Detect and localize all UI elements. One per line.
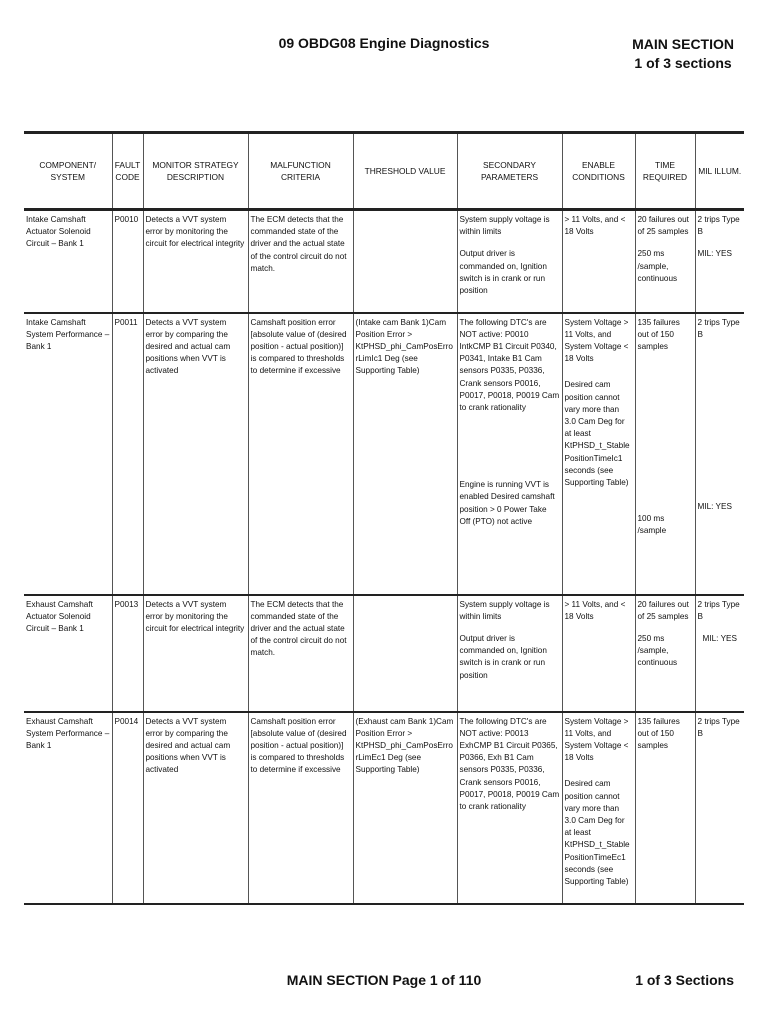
cell-component: Intake Camshaft Actuator Solenoid Circuit – Bank 1 xyxy=(24,210,112,313)
cell-mil xyxy=(695,313,744,595)
cell-description: Detects a VVT system error by monitoring the circuit for electrical integrity xyxy=(143,210,248,313)
table-header-row xyxy=(24,133,744,210)
mil-status: MIL: YES xyxy=(697,501,732,511)
cell-description: Detects a VVT system error by comparing the desired and actual cam positions when VVT is activated xyxy=(143,712,248,904)
time-required-1: 135 failures out of 150 samples xyxy=(637,317,680,351)
cell-threshold: (Exhaust cam Bank 1)Cam Position Error > KtPHSD_phi_CamPosErrorLimEc1 Deg (see Supporting Table) xyxy=(353,712,457,904)
col-header-malfunction-criteria: MALFUNCTION CRITERIA xyxy=(248,133,353,210)
cell-description: Detects a VVT system error by monitoring the circuit for electrical integrity xyxy=(143,595,248,712)
time-required-1: 20 failures out of 25 samples xyxy=(637,599,689,621)
cell-mil xyxy=(695,712,744,904)
time-required-2: 250 ms /sample, continuous xyxy=(637,633,678,668)
cell-enable xyxy=(562,712,635,904)
col-header-fault-code: FAULT CODE xyxy=(112,133,143,210)
cell-secondary xyxy=(457,210,562,313)
mil-type: 2 trips Type B xyxy=(697,599,740,621)
cell-secondary xyxy=(457,595,562,712)
cell-time xyxy=(635,210,695,313)
cell-component: Exhaust Camshaft System Performance – Bank 1 xyxy=(24,712,112,904)
time-required-1: 20 failures out of 25 samples xyxy=(637,215,689,237)
col-header-secondary-parameters: SECONDARY PARAMETERS xyxy=(457,133,562,210)
cell-secondary xyxy=(457,313,562,595)
col-header-component: COMPONENT/ SYSTEM xyxy=(24,133,112,210)
secondary-param-1: System supply voltage is within limits xyxy=(459,599,550,621)
cell-component: Exhaust Camshaft Actuator Solenoid Circuit – Bank 1 xyxy=(24,595,112,712)
enable-condition-1: > 11 Volts, and < 18 Volts xyxy=(564,215,626,237)
cell-malfunction: Camshaft position error [absolute value of (desired position - actual position)] is compared to thresholds to determine if excessive xyxy=(248,313,353,595)
time-required-2: 250 ms /sample, continuous xyxy=(637,249,678,283)
cell-mil xyxy=(695,595,744,712)
cell-time xyxy=(635,313,695,595)
cell-malfunction: The ECM detects that the commanded state of the driver and the actual state of the control circuit do not match. xyxy=(248,595,353,712)
section-count: 1 of 3 sections xyxy=(634,55,732,71)
mil-status: MIL: YES xyxy=(697,249,732,259)
cell-malfunction: Camshaft position error [absolute value of (desired position - actual position)] is compared to thresholds to determine if excessive xyxy=(248,712,353,904)
time-required-2: 100 ms /sample xyxy=(637,514,667,536)
enable-condition-1: System Voltage > 11 Volts, and System Voltage < 18 Volts xyxy=(564,716,629,763)
col-header-monitor-strategy: MONITOR STRATEGY DESCRIPTION xyxy=(143,133,248,210)
cell-fault-code: P0013 xyxy=(112,595,143,712)
secondary-param-1: The following DTC's are NOT active: P0013 ExhCMP B1 Circuit P0365, P0366, Exh B1 Cam sensors P0335, P0336, Crank sensors P0016, P0017, P0018, P0019 Cam to crank rationality xyxy=(459,716,560,811)
enable-condition-1: > 11 Volts, and < 18 Volts xyxy=(564,599,626,621)
cell-threshold xyxy=(353,210,457,313)
secondary-param-2: Output driver is commanded on, Ignition switch is in crank or run position xyxy=(459,633,547,680)
document-title: 09 OBDG08 Engine Diagnostics xyxy=(278,35,490,51)
enable-condition-2: Desired cam position cannot vary more than 3.0 Cam Deg for at least KtPHSD_t_StablePositionTimeIc1 seconds (see Supporting Table) xyxy=(564,380,630,487)
cell-fault-code: P0011 xyxy=(112,313,143,595)
cell-enable xyxy=(562,595,635,712)
secondary-param-1: The following DTC's are NOT active: P0010 IntkCMP B1 Circuit P0340, P0341, Intake B1 Cam sensors P0335, P0336, Crank sensors P0016, P0017, P0018, P0019 Cam to crank rationality xyxy=(459,317,560,412)
footer-section-count: 1 of 3 Sections xyxy=(635,972,734,988)
table-row xyxy=(24,712,744,904)
mil-status: MIL: YES xyxy=(702,633,737,643)
table-row xyxy=(24,313,744,595)
cell-enable xyxy=(562,210,635,313)
time-required-1: 135 failures out of 150 samples xyxy=(637,716,680,750)
secondary-param-2: Engine is running VVT is enabled Desired camshaft position > 0 Power Take Off (PTO) not active xyxy=(459,480,555,526)
cell-secondary xyxy=(457,712,562,904)
cell-fault-code: P0010 xyxy=(112,210,143,313)
secondary-param-1: System supply voltage is within limits xyxy=(459,215,550,237)
cell-threshold xyxy=(353,595,457,712)
section-name: MAIN SECTION xyxy=(632,36,734,52)
col-header-threshold: THRESHOLD VALUE xyxy=(353,133,457,210)
cell-mil xyxy=(695,210,744,313)
mil-type: 2 trips Type B xyxy=(697,716,740,738)
cell-malfunction: The ECM detects that the commanded state of the driver and the actual state of the control circuit do not match. xyxy=(248,210,353,313)
table-row xyxy=(24,595,744,712)
cell-time xyxy=(635,595,695,712)
enable-condition-2: Desired cam position cannot vary more than 3.0 Cam Deg for at least KtPHSD_t_StablePositionTimeEc1 seconds (see Supporting Table) xyxy=(564,779,630,886)
col-header-mil-illum: MIL ILLUM. xyxy=(695,133,744,210)
cell-threshold: (Intake cam Bank 1)Cam Position Error > KtPHSD_phi_CamPosErrorLimIc1 Deg (see Supporting Table) xyxy=(353,313,457,595)
cell-description: Detects a VVT system error by comparing the desired and actual cam positions when VVT is activated xyxy=(143,313,248,595)
table-row xyxy=(24,210,744,313)
col-header-time-required: TIME REQUIRED xyxy=(635,133,695,210)
col-header-enable-conditions: ENABLE CONDITIONS xyxy=(562,133,635,210)
enable-condition-1: System Voltage > 11 Volts, and System Voltage < 18 Volts xyxy=(564,317,629,364)
mil-type: 2 trips Type B xyxy=(697,317,740,339)
cell-enable xyxy=(562,313,635,595)
secondary-param-2: Output driver is commanded on, Ignition switch is in crank or run position xyxy=(459,249,547,296)
mil-type: 2 trips Type B xyxy=(697,215,740,237)
cell-time xyxy=(635,712,695,904)
page-number: MAIN SECTION Page 1 of 110 xyxy=(286,972,482,988)
cell-component: Intake Camshaft System Performance – Bank 1 xyxy=(24,313,112,595)
cell-fault-code: P0014 xyxy=(112,712,143,904)
section-label xyxy=(632,35,734,73)
diagnostics-table xyxy=(24,131,744,905)
